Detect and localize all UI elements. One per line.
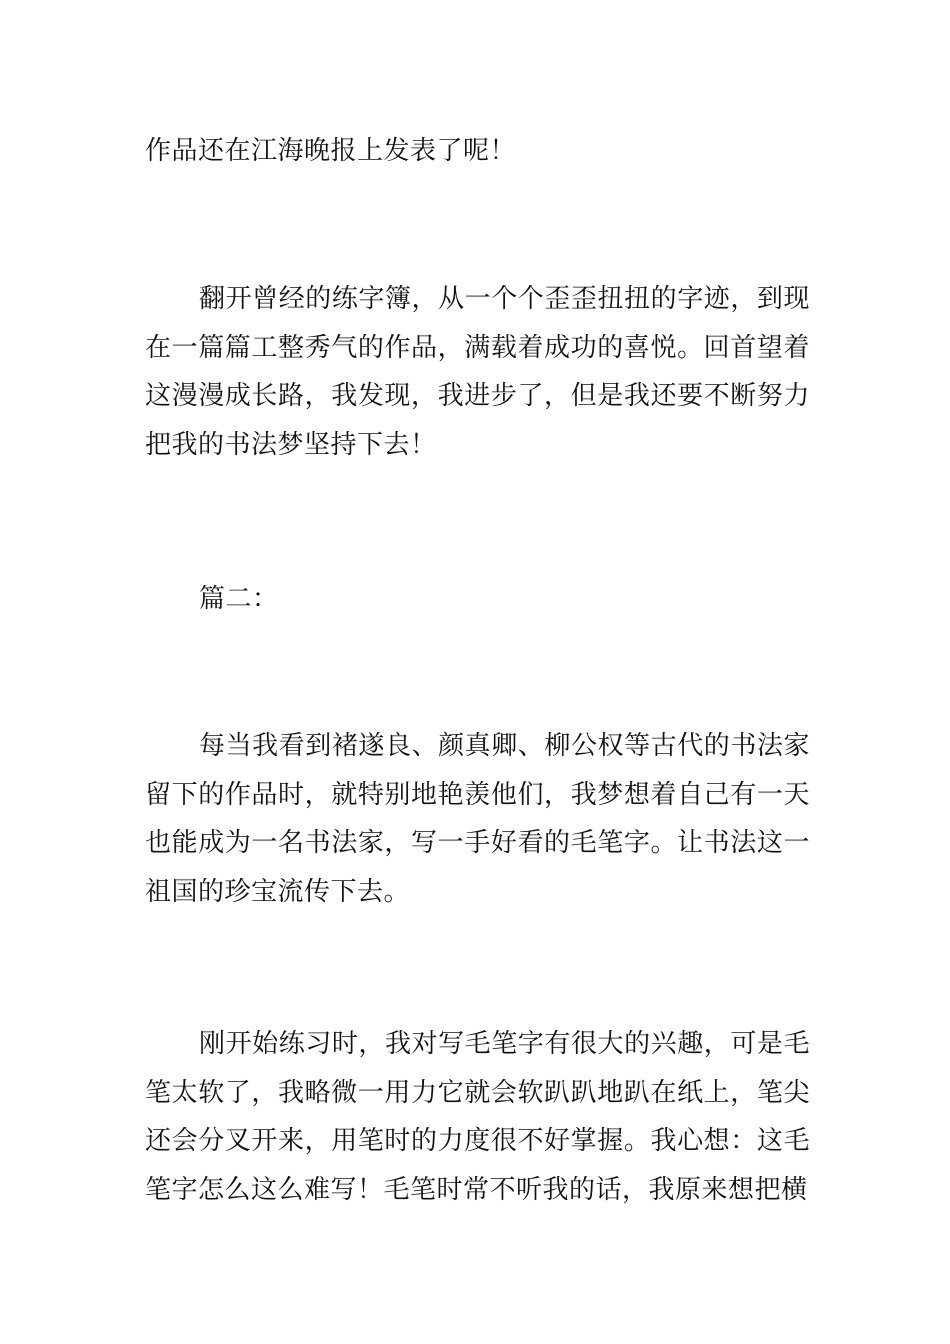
section-heading: 篇二： xyxy=(199,584,279,614)
paragraph-dream: 每当我看到褚遂良、颜真卿、柳公权等古代的书法家留下的作品时，就特别地艳羡他们，我梦想着自己有一天也能成为一名书法家，写一手好看的毛笔字。让书法这一祖国的珍宝流传下去。 xyxy=(145,731,810,907)
paragraph-continuation: 作品还在江海晚报上发表了呢！ xyxy=(145,136,517,166)
paragraph-practice: 刚开始练习时，我对写毛笔字有很大的兴趣，可是毛笔太软了，我略微一用力它就会软趴趴地趴在纸上，笔尖还会分叉开来，用笔时的力度很不好掌握。我心想：这毛笔字怎么这么难写！毛笔时常不听我的话，我原来想把横 xyxy=(145,1029,810,1205)
paragraph-reflection: 翻开曾经的练字簿，从一个个歪歪扭扭的字迹，到现在一篇篇工整秀气的作品，满载着成功的喜悦。回首望着这漫漫成长路，我发现，我进步了，但是我还要不断努力把我的书法梦坚持下去！ xyxy=(145,284,810,460)
